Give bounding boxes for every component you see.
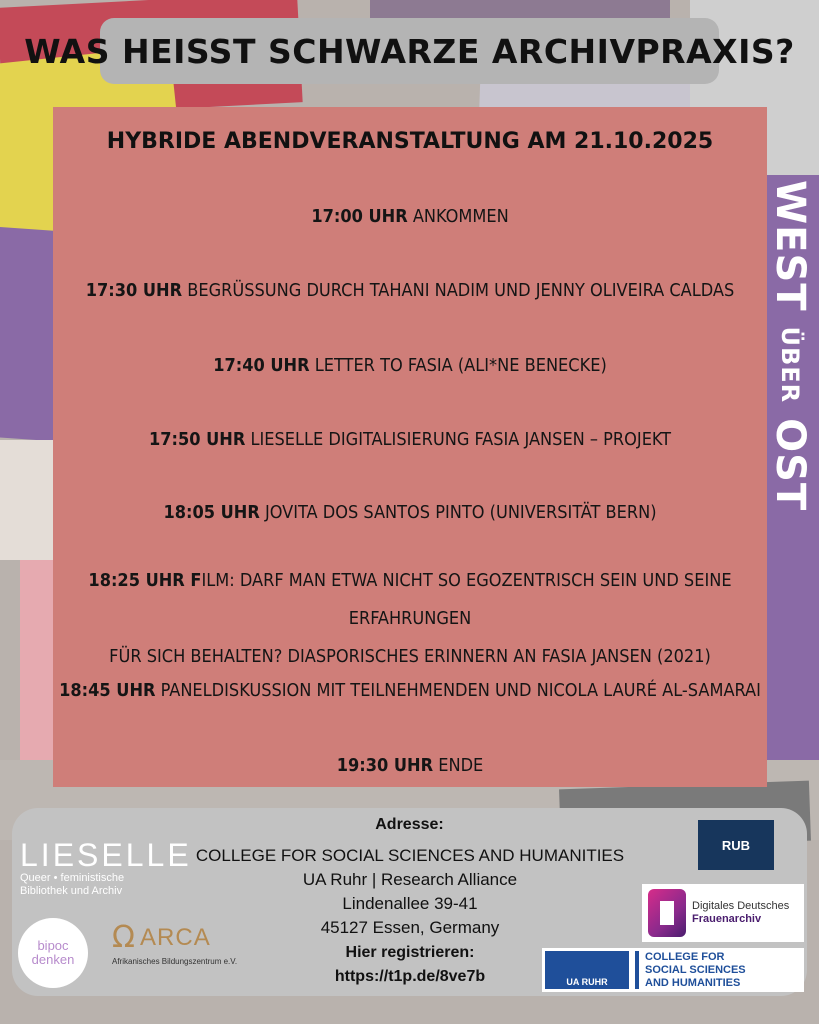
address-line: COLLEGE FOR SOCIAL SCIENCES AND HUMANITIES	[195, 846, 625, 865]
west-text: WEST	[767, 180, 813, 312]
event-heading: HYBRIDE ABENDVERANSTALTUNG AM 21.10.2025	[106, 129, 714, 154]
title-banner	[24, 18, 795, 84]
schedule-time: 17:50 UHR	[148, 429, 246, 450]
schedule-time: 17:40 UHR	[213, 355, 310, 376]
schedule-time: 18:05 UHR	[163, 502, 260, 523]
rub-logo	[698, 820, 774, 870]
arca-mark-icon: Ω	[112, 920, 135, 955]
schedule-item	[53, 744, 767, 788]
register-label: Hier registrieren:	[345, 944, 475, 961]
college-line: COLLEGE FOR	[645, 950, 725, 963]
address-line: Lindenallee 39-41	[342, 894, 478, 913]
dfa-line1: Digitales Deutsches	[692, 900, 790, 912]
address-line: 45127 Essen, Germany	[320, 918, 500, 937]
schedule-item	[53, 269, 767, 313]
schedule-text: ENDE	[438, 755, 484, 776]
lieselle-sub: Bibliothek und Archiv	[20, 885, 123, 897]
denken-text: denken	[31, 952, 75, 967]
lieselle-sub: Queer • feministische	[20, 872, 125, 884]
arca-name: ARCA	[140, 923, 211, 951]
bipoc-text: bipoc	[37, 938, 69, 953]
schedule-time: 18:25 UHR F	[88, 570, 202, 591]
schedule-item	[53, 669, 767, 713]
rub-text: RUB	[721, 837, 751, 853]
schedule-time: 17:30 UHR	[85, 280, 183, 301]
schedule-item	[53, 344, 767, 388]
arca-sub: Afrikanisches Bildungszentrum e.V.	[112, 957, 238, 966]
college-line: AND HUMANITIES	[645, 976, 741, 989]
arca-logo	[112, 920, 292, 966]
address-line: UA Ruhr | Research Alliance	[302, 870, 518, 889]
schedule-text: JOVITA DOS SANTOS PINTO (UNIVERSITÄT BERN)	[264, 502, 657, 523]
dfa-logo	[642, 884, 804, 942]
lieselle-name: LIESELLE	[20, 837, 192, 873]
lieselle-logo	[20, 837, 192, 898]
background-poster-text	[767, 180, 813, 512]
schedule-text: BEGRÜSSUNG DURCH TAHANI NADIM UND JENNY OLIVEIRA CALDAS	[187, 280, 735, 301]
college-line: SOCIAL SCIENCES	[645, 963, 746, 976]
schedule-text: LETTER TO FASIA (ALI*NE BENECKE)	[314, 355, 607, 376]
schedule-time: 18:45 UHR	[59, 680, 156, 701]
schedule-time: 19:30 UHR	[336, 755, 434, 776]
ost-text: OST	[767, 418, 813, 512]
schedule-item	[53, 195, 767, 239]
schedule-panel	[53, 107, 767, 787]
ua-ruhr-flag-icon	[545, 951, 629, 989]
divider	[635, 951, 639, 989]
schedule-text: LIESELLE DIGITALISIERUNG FASIA JANSEN – PROJEKT	[250, 429, 672, 450]
schedule-time: 17:00 UHR	[311, 206, 408, 227]
ua-ruhr-text: UA RUHR	[566, 977, 608, 987]
schedule-item	[53, 418, 767, 462]
schedule-text: ANKOMMEN	[412, 206, 509, 227]
schedule-text: PANELDISKUSSION MIT TEILNEHMENDEN UND NICOLA LAURÉ AL-SAMARAI	[160, 680, 761, 701]
dfa-text	[692, 900, 789, 926]
register-link[interactable]: https://t1p.de/8ve7b	[334, 968, 486, 985]
page-title: WAS HEISST SCHWARZE ARCHIVPRAXIS?	[24, 31, 795, 71]
dfa-line2: Frauenarchiv	[692, 913, 762, 925]
bipoc-denken-logo	[18, 918, 88, 988]
schedule-item	[53, 562, 767, 676]
schedule-item	[53, 491, 767, 535]
schedule-text-line2: FÜR SICH BEHALTEN? DIASPORISCHES ERINNERN AN FASIA JANSEN (2021)	[109, 646, 711, 667]
footer	[12, 808, 807, 996]
college-text	[645, 951, 746, 990]
ua-ruhr-college-logo	[542, 948, 804, 992]
address-label: Adresse:	[375, 816, 444, 833]
ueber-text: ÜBER	[776, 326, 804, 404]
dfa-mark-icon	[648, 889, 686, 937]
schedule-text: ILM: DARF MAN ETWA NICHT SO EGOZENTRISCH SEIN UND SEINE ERFAHRUNGEN	[201, 570, 732, 629]
